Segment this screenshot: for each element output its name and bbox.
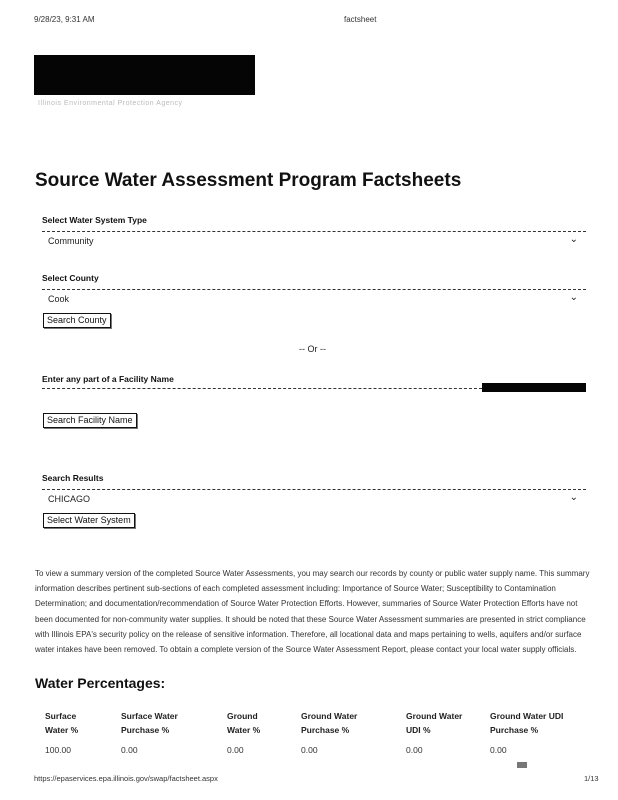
search-facility-name-button[interactable]: Search Facility Name xyxy=(43,413,137,428)
search-results-label: Search Results xyxy=(42,473,104,483)
chevron-down-icon: ⌄ xyxy=(569,234,578,245)
county-value: Cook xyxy=(48,294,70,304)
col-value: 0.00 xyxy=(406,745,423,755)
search-results-value: CHICAGO xyxy=(48,494,91,504)
county-select[interactable] xyxy=(42,289,586,305)
redacted-logo xyxy=(34,55,255,95)
water-system-type-select[interactable] xyxy=(42,231,586,247)
col-header-line2: Purchase % xyxy=(490,725,539,735)
agency-subtitle: Illinois Environmental Protection Agency xyxy=(38,100,183,107)
select-water-system-button[interactable]: Select Water System xyxy=(43,513,135,528)
chevron-down-icon: ⌄ xyxy=(569,292,578,303)
col-header-line2: Water % xyxy=(45,725,79,735)
col-header-line1: Ground xyxy=(227,711,258,721)
col-header-line1: Ground Water xyxy=(406,711,463,721)
col-header-line1: Ground Water xyxy=(301,711,358,721)
col-value: 0.00 xyxy=(121,745,138,755)
chevron-down-icon: ⌄ xyxy=(569,492,578,503)
col-value: 0.00 xyxy=(227,745,244,755)
redacted-input-area xyxy=(482,383,586,392)
col-header-line1: Ground Water UDI xyxy=(490,711,564,721)
col-header-line2: UDI % xyxy=(406,725,431,735)
col-header-line2: Water % xyxy=(227,725,261,735)
description-paragraph: To view a summary version of the completed Source Water Assessments, you may search our records by county or public water supply name. This summary information describes pertinent sub-sections of each completed assessment including: Importance of Source Water; Susceptibility to Contamination Determination; and documentation/recommendation of Source Water Protection Efforts. However, summaries of Source Water Protection Efforts have not been documented for non-community water supplies. It should be noted that these Source Water Assessment summaries are presented in strict compliance with Illinois EPA's security policy on the release of sensitive information. Therefore, all locational data and maps pertaining to wells, aquifers and/or surface water intakes have been removed. To obtain a complete version of the Source Water Assessment Report, please contact your local water supply officials. xyxy=(35,569,590,655)
facility-name-input[interactable] xyxy=(42,388,482,395)
or-separator: -- Or -- xyxy=(299,344,326,354)
col-ground-water xyxy=(227,709,297,755)
print-datetime: 9/28/23, 9:31 AM xyxy=(34,15,95,24)
scan-mark xyxy=(517,762,527,768)
page-title: Source Water Assessment Program Factsheets xyxy=(35,170,462,191)
print-title: factsheet xyxy=(344,15,377,24)
col-ground-water-udi-purchase xyxy=(490,709,590,755)
search-county-button[interactable]: Search County xyxy=(43,313,111,328)
col-surface-water xyxy=(45,709,117,755)
col-value: 0.00 xyxy=(301,745,318,755)
county-label: Select County xyxy=(42,273,99,283)
col-surface-water-purchase xyxy=(121,709,221,755)
footer-page-number: 1/13 xyxy=(584,774,599,783)
col-header-line1: Surface Water xyxy=(121,711,178,721)
col-ground-water-udi xyxy=(406,709,486,755)
footer-url: https://epaservices.epa.illinois.gov/swap/factsheet.aspx xyxy=(34,774,218,783)
col-value: 0.00 xyxy=(490,745,507,755)
water-percentages-heading: Water Percentages: xyxy=(35,675,166,691)
col-ground-water-purchase xyxy=(301,709,401,755)
water-system-type-value: Community xyxy=(48,236,94,246)
col-header-line2: Purchase % xyxy=(121,725,170,735)
col-header-line1: Surface xyxy=(45,711,77,721)
col-header-line2: Purchase % xyxy=(301,725,350,735)
facility-name-label: Enter any part of a Facility Name xyxy=(42,374,174,384)
search-results-select[interactable] xyxy=(42,489,586,505)
water-system-type-label: Select Water System Type xyxy=(42,215,147,225)
col-value: 100.00 xyxy=(45,745,71,755)
